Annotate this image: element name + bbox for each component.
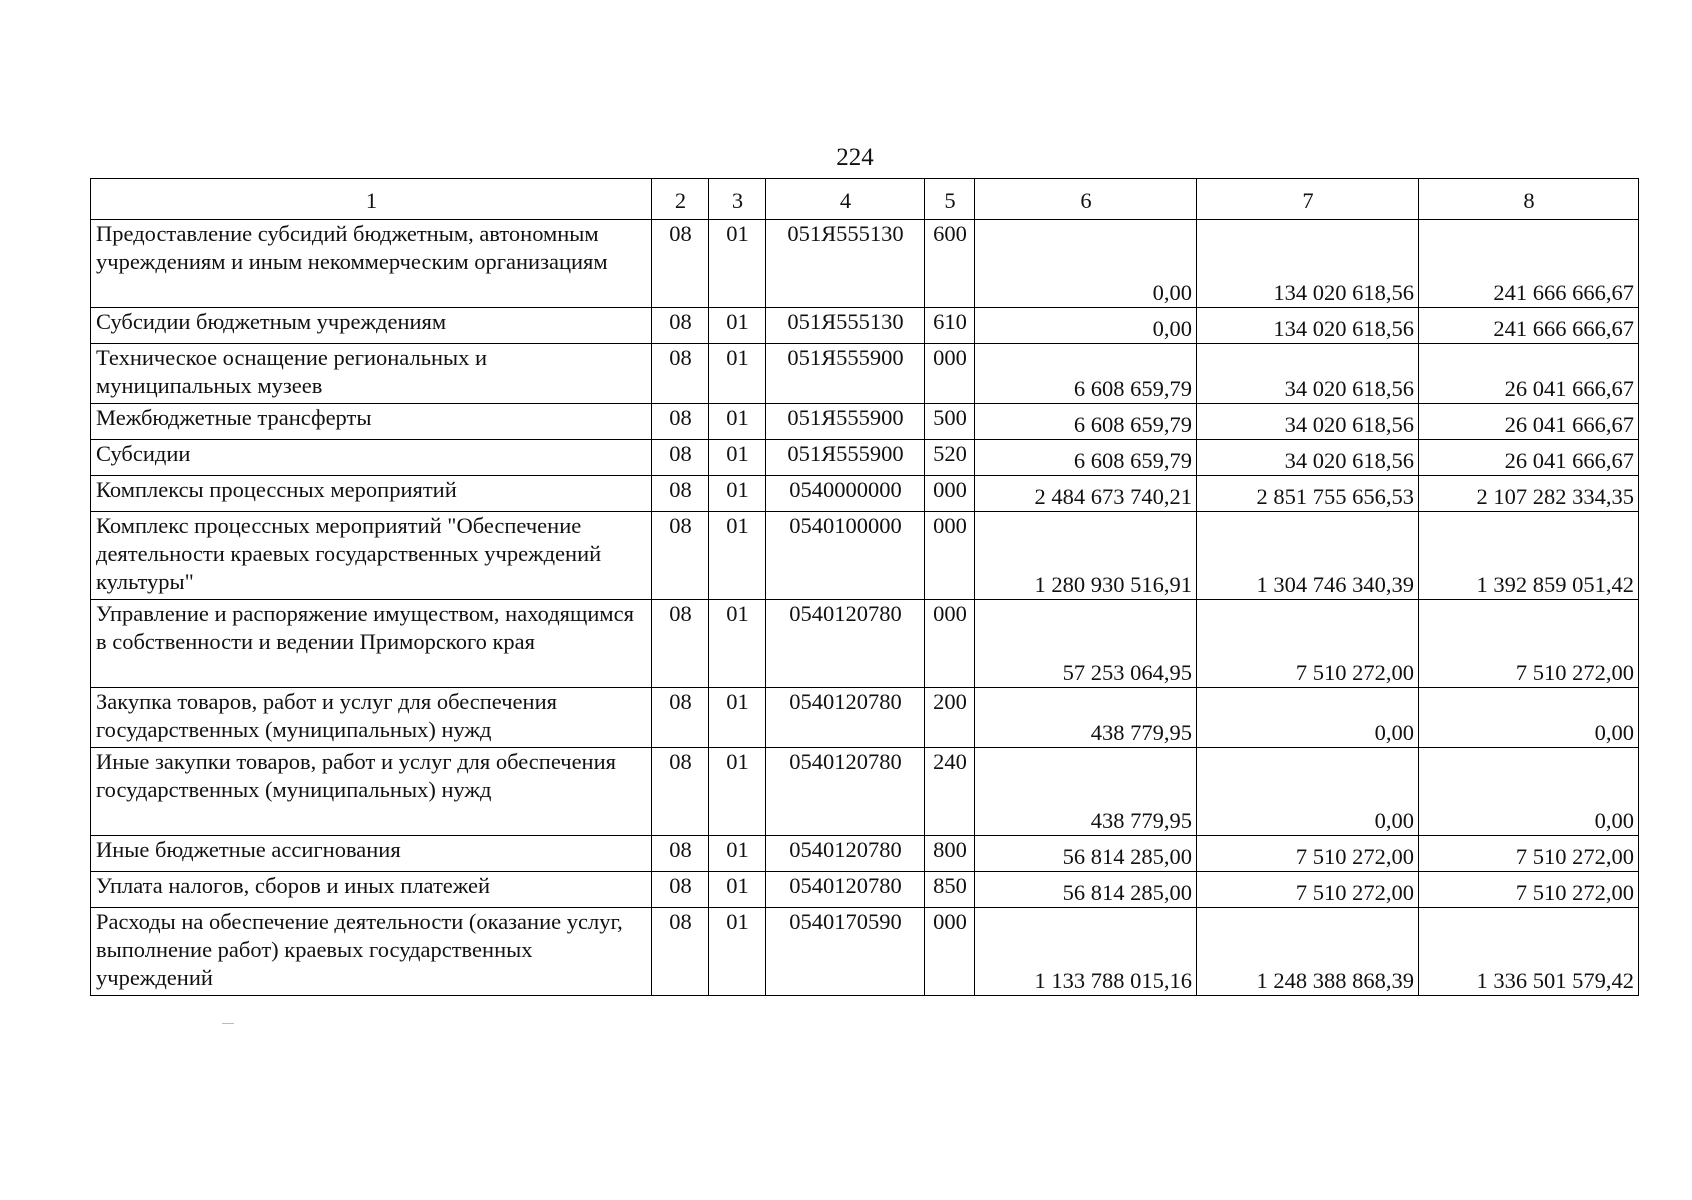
amount-col7: 1 304 746 340,39: [1197, 512, 1419, 600]
section-code: 08: [652, 404, 709, 440]
target-article-code: 0540000000: [766, 476, 925, 512]
amount-col7: 0,00: [1197, 748, 1419, 836]
section-code: 08: [652, 600, 709, 688]
amount-col8: 241 666 666,67: [1419, 308, 1639, 344]
table-row: [91, 836, 1639, 872]
subsection-code: 01: [709, 836, 766, 872]
row-name: Иные закупки товаров, работ и услуг для обеспечения государственных (муниципальных) нужд: [91, 748, 652, 836]
amount-col7: 7 510 272,00: [1197, 600, 1419, 688]
amount-col7: 134 020 618,56: [1197, 308, 1419, 344]
amount-col7: 2 851 755 656,53: [1197, 476, 1419, 512]
expense-type-code: 600: [925, 220, 975, 308]
amount-col8: 26 041 666,67: [1419, 440, 1639, 476]
amount-col8: 0,00: [1419, 748, 1639, 836]
expense-type-code: 000: [925, 908, 975, 996]
amount-col6: 438 779,95: [975, 748, 1197, 836]
amount-col7: 34 020 618,56: [1197, 440, 1419, 476]
header-cell: 6: [975, 179, 1197, 220]
budget-table: [90, 178, 1639, 996]
section-code: 08: [652, 476, 709, 512]
target-article-code: 0540120780: [766, 600, 925, 688]
budget-table-body: [91, 179, 1639, 996]
amount-col8: 7 510 272,00: [1419, 600, 1639, 688]
row-name: Расходы на обеспечение деятельности (оказание услуг, выполнение работ) краевых государственных учреждений: [91, 908, 652, 996]
amount-col6: 6 608 659,79: [975, 404, 1197, 440]
amount-col7: 34 020 618,56: [1197, 344, 1419, 404]
amount-col6: 438 779,95: [975, 688, 1197, 748]
amount-col6: 2 484 673 740,21: [975, 476, 1197, 512]
target-article-code: 0540170590: [766, 908, 925, 996]
table-row: [91, 688, 1639, 748]
header-cell: 8: [1419, 179, 1639, 220]
subsection-code: 01: [709, 908, 766, 996]
scan-artifact: [222, 1023, 234, 1024]
table-header-row: [91, 179, 1639, 220]
expense-type-code: 000: [925, 512, 975, 600]
expense-type-code: 850: [925, 872, 975, 908]
section-code: 08: [652, 748, 709, 836]
table-row: [91, 872, 1639, 908]
amount-col8: 26 041 666,67: [1419, 404, 1639, 440]
header-cell: 5: [925, 179, 975, 220]
amount-col8: 0,00: [1419, 688, 1639, 748]
amount-col6: 6 608 659,79: [975, 344, 1197, 404]
target-article-code: 051Я555900: [766, 404, 925, 440]
subsection-code: 01: [709, 344, 766, 404]
amount-col6: 56 814 285,00: [975, 872, 1197, 908]
section-code: 08: [652, 836, 709, 872]
row-name: Комплексы процессных мероприятий: [91, 476, 652, 512]
subsection-code: 01: [709, 748, 766, 836]
row-name: Субсидии бюджетным учреждениям: [91, 308, 652, 344]
target-article-code: 0540100000: [766, 512, 925, 600]
row-name: Межбюджетные трансферты: [91, 404, 652, 440]
subsection-code: 01: [709, 440, 766, 476]
row-name: Комплекс процессных мероприятий "Обеспечение деятельности краевых государственных учреждений культуры": [91, 512, 652, 600]
expense-type-code: 610: [925, 308, 975, 344]
amount-col7: 1 248 388 868,39: [1197, 908, 1419, 996]
amount-col6: 6 608 659,79: [975, 440, 1197, 476]
target-article-code: 0540120780: [766, 748, 925, 836]
amount-col8: 26 041 666,67: [1419, 344, 1639, 404]
subsection-code: 01: [709, 872, 766, 908]
amount-col6: 1 280 930 516,91: [975, 512, 1197, 600]
section-code: 08: [652, 908, 709, 996]
amount-col8: 7 510 272,00: [1419, 836, 1639, 872]
table-row: [91, 476, 1639, 512]
expense-type-code: 000: [925, 600, 975, 688]
subsection-code: 01: [709, 476, 766, 512]
row-name: Закупка товаров, работ и услуг для обеспечения государственных (муниципальных) нужд: [91, 688, 652, 748]
expense-type-code: 520: [925, 440, 975, 476]
amount-col6: 57 253 064,95: [975, 600, 1197, 688]
expense-type-code: 240: [925, 748, 975, 836]
expense-type-code: 200: [925, 688, 975, 748]
target-article-code: 0540120780: [766, 836, 925, 872]
section-code: 08: [652, 512, 709, 600]
subsection-code: 01: [709, 688, 766, 748]
amount-col6: 1 133 788 015,16: [975, 908, 1197, 996]
expense-type-code: 000: [925, 344, 975, 404]
table-row: [91, 600, 1639, 688]
section-code: 08: [652, 872, 709, 908]
table-row: [91, 404, 1639, 440]
amount-col8: 241 666 666,67: [1419, 220, 1639, 308]
expense-type-code: 800: [925, 836, 975, 872]
header-cell: 1: [91, 179, 652, 220]
row-name: Управление и распоряжение имуществом, находящимся в собственности и ведении Приморского края: [91, 600, 652, 688]
header-cell: 7: [1197, 179, 1419, 220]
target-article-code: 051Я555130: [766, 220, 925, 308]
section-code: 08: [652, 440, 709, 476]
table-row: [91, 220, 1639, 308]
row-name: Предоставление субсидий бюджетным, автономным учреждениям и иным некоммерческим организациям: [91, 220, 652, 308]
target-article-code: 051Я555900: [766, 344, 925, 404]
section-code: 08: [652, 688, 709, 748]
target-article-code: 051Я555900: [766, 440, 925, 476]
table-row: [91, 748, 1639, 836]
amount-col7: 7 510 272,00: [1197, 872, 1419, 908]
target-article-code: 0540120780: [766, 688, 925, 748]
amount-col6: 0,00: [975, 308, 1197, 344]
amount-col7: 134 020 618,56: [1197, 220, 1419, 308]
table-row: [91, 440, 1639, 476]
subsection-code: 01: [709, 600, 766, 688]
amount-col7: 0,00: [1197, 688, 1419, 748]
amount-col6: 0,00: [975, 220, 1197, 308]
page-number: 224: [836, 144, 874, 171]
amount-col7: 7 510 272,00: [1197, 836, 1419, 872]
expense-type-code: 500: [925, 404, 975, 440]
subsection-code: 01: [709, 404, 766, 440]
row-name: Иные бюджетные ассигнования: [91, 836, 652, 872]
target-article-code: 051Я555130: [766, 308, 925, 344]
header-cell: 2: [652, 179, 709, 220]
amount-col8: 1 336 501 579,42: [1419, 908, 1639, 996]
section-code: 08: [652, 220, 709, 308]
section-code: 08: [652, 308, 709, 344]
amount-col8: 2 107 282 334,35: [1419, 476, 1639, 512]
header-cell: 3: [709, 179, 766, 220]
expense-type-code: 000: [925, 476, 975, 512]
section-code: 08: [652, 344, 709, 404]
amount-col7: 34 020 618,56: [1197, 404, 1419, 440]
table-row: [91, 344, 1639, 404]
table-row: [91, 908, 1639, 996]
table-row: [91, 308, 1639, 344]
amount-col6: 56 814 285,00: [975, 836, 1197, 872]
subsection-code: 01: [709, 220, 766, 308]
row-name: Техническое оснащение региональных и муниципальных музеев: [91, 344, 652, 404]
subsection-code: 01: [709, 308, 766, 344]
subsection-code: 01: [709, 512, 766, 600]
target-article-code: 0540120780: [766, 872, 925, 908]
table-row: [91, 512, 1639, 600]
amount-col8: 1 392 859 051,42: [1419, 512, 1639, 600]
header-cell: 4: [766, 179, 925, 220]
row-name: Субсидии: [91, 440, 652, 476]
row-name: Уплата налогов, сборов и иных платежей: [91, 872, 652, 908]
amount-col8: 7 510 272,00: [1419, 872, 1639, 908]
